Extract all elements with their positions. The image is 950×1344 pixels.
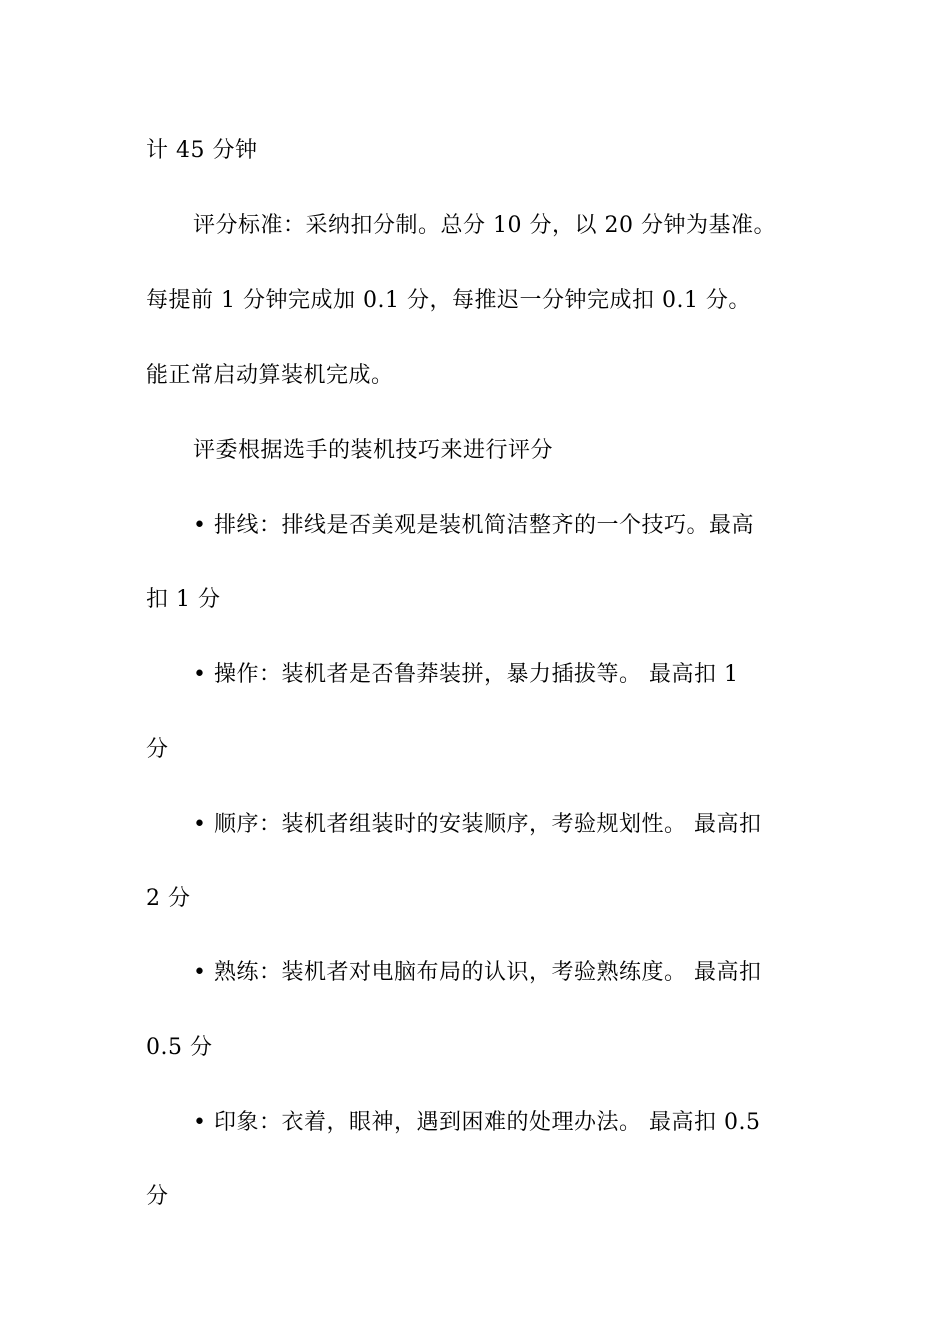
text-line-scoring-standard: 评分标准：采纳扣分制。总分 10 分，以 20 分钟为基准。 xyxy=(193,213,776,238)
bullet-proficiency: • 熟练：装机者对电脑布局的认识，考验熟练度。 最高扣 xyxy=(193,960,762,985)
text-line-judging-intro: 评委根据选手的装机技巧来进行评分 xyxy=(193,438,554,463)
bullet-cabling: • 排线：排线是否美观是装机简洁整齐的一个技巧。最高 xyxy=(193,513,754,538)
bullet-cabling-cont: 扣 1 分 xyxy=(146,587,221,612)
text-line-completion-rule: 能正常启动算装机完成。 xyxy=(146,363,394,388)
text-line-duration: 计 45 分钟 xyxy=(146,138,258,163)
text-line-time-rule: 每提前 1 分钟完成加 0.1 分，每推迟一分钟完成扣 0.1 分。 xyxy=(146,288,751,313)
bullet-order-cont: 2 分 xyxy=(146,886,191,911)
bullet-proficiency-cont: 0.5 分 xyxy=(146,1035,213,1060)
bullet-impression-cont: 分 xyxy=(146,1184,169,1209)
bullet-impression: • 印象：衣着，眼神，遇到困难的处理办法。 最高扣 0.5 xyxy=(193,1110,761,1135)
bullet-operation: • 操作：装机者是否鲁莽装拼，暴力插拔等。 最高扣 1 xyxy=(193,662,739,687)
bullet-operation-cont: 分 xyxy=(146,737,169,762)
bullet-order: • 顺序：装机者组装时的安装顺序，考验规划性。 最高扣 xyxy=(193,812,762,837)
